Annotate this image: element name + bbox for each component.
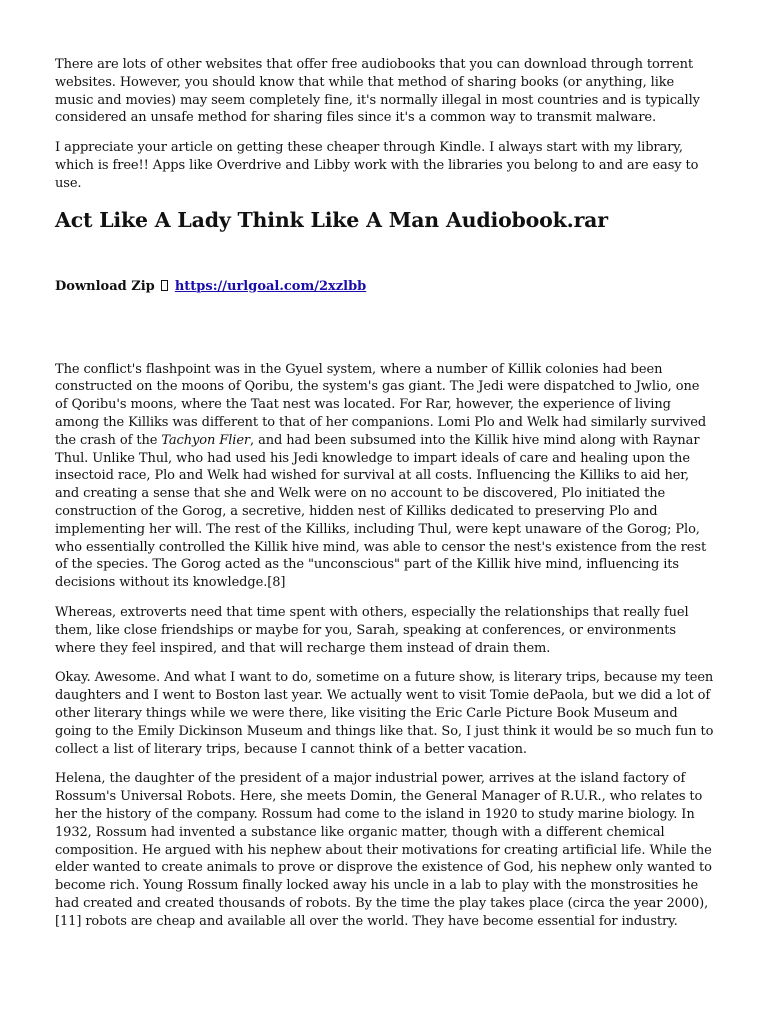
paragraph-helena-rur: Helena, the daughter of the president of a major industrial power, arrives at the island factory of Rossum's Universal Robots. Here, she meets Domin, the General Manager of R.U.R., who relates to her the history of the company. Rossum had come to the island in 1920 to study marine biology. In 1932, Rossum had invented a substance like organic matter, though with a different chemical composition. He argued with his nephew about their motivations for creating artificial life. While the elder wanted to create animals to prove or disprove the existence of God, his nephew only wanted to become rich. Young Rossum finally locked away his uncle in a lab to play with the monstrosities he had created and created thousands of robots. By the time the play takes place (circa the year 2000),[11] robots are cheap and available all over the world. They have become essential for industry. <box>55 771 712 929</box>
page-title: Act Like A Lady Think Like A Man Audiobook.rar <box>55 207 608 232</box>
download-line <box>55 278 715 295</box>
paragraph-conflict-part2: , and had been subsumed into the Killik hive mind along with Raynar Thul. Unlike Thul, who had used his Jedi knowledge to impart ideals of care and healing upon the insectoid race, Plo and Welk had wished for survival at all costs. Influencing the Killiks to aid her, and creating a sense that she and Welk were on no account to be discovered, Plo initiated the construction of the Gorog, a secretive, hidden nest of Killiks dedicated to preserving Plo and implementing her will. The rest of the Killiks, including Thul, were kept unaware of the Gorog; Plo, who essentially controlled the Killik hive mind, was able to censor the nest's existence from the rest of the species. The Gorog acted as the "unconscious" part of the Killik hive mind, influencing its decisions without its knowledge.[8] <box>55 432 707 591</box>
download-label: Download Zip <box>55 278 155 294</box>
paragraph-conflict-flashpoint <box>55 361 715 592</box>
missing-glyph-icon <box>161 280 168 291</box>
paragraph-conflict-part1: The conflict's flashpoint was in the Gyuel system, where a number of Killik colonies had been constructed on the moons of Qoribu, the system's gas giant. The Jedi were dispatched to Jwlio, one of Qoribu's moons, where the Taat nest was located. For Rar, however, the experience of living among the Killiks was different to that of her companions. Lomi Plo and Welk had similarly survived the crash of the <box>55 361 707 448</box>
paragraph-extroverts: Whereas, extroverts need that time spent with others, especially the relationships that really fuel them, like close friendships or maybe for you, Sarah, speaking at conferences, or environments where they feel inspired, and that will recharge them instead of drain them. <box>55 604 689 656</box>
paragraph-conflict-italic: Tachyon Flier <box>161 432 251 448</box>
paragraph-kindle-library: I appreciate your article on getting these cheaper through Kindle. I always start with my library, which is free!! Apps like Overdrive and Libby work with the libraries you belong to and are easy to use. <box>55 140 699 191</box>
paragraph-torrent-websites: There are lots of other websites that offer free audiobooks that you can download through torrent websites. However, you should know that while that method of sharing books (or anything, like music and movies) may seem completely fine, it's normally illegal in most countries and is typically considered an unsafe method for sharing files since it's a common way to transmit malware. <box>55 57 700 126</box>
document-page <box>55 56 715 942</box>
spacer <box>55 295 715 361</box>
paragraph-literary-trips: Okay. Awesome. And what I want to do, sometime on a future show, is literary trips, because my teen daughters and I went to Boston last year. We actually went to visit Tomie dePaola, but we did a lot of other literary things while we were there, like visiting the Eric Carle Picture Book Museum and going to the Emily Dickinson Museum and things like that. So, I just think it would be so much fun to collect a list of literary trips, because I cannot think of a better vacation. <box>55 670 714 757</box>
download-link[interactable]: https://urlgoal.com/2xzlbb <box>174 278 367 294</box>
